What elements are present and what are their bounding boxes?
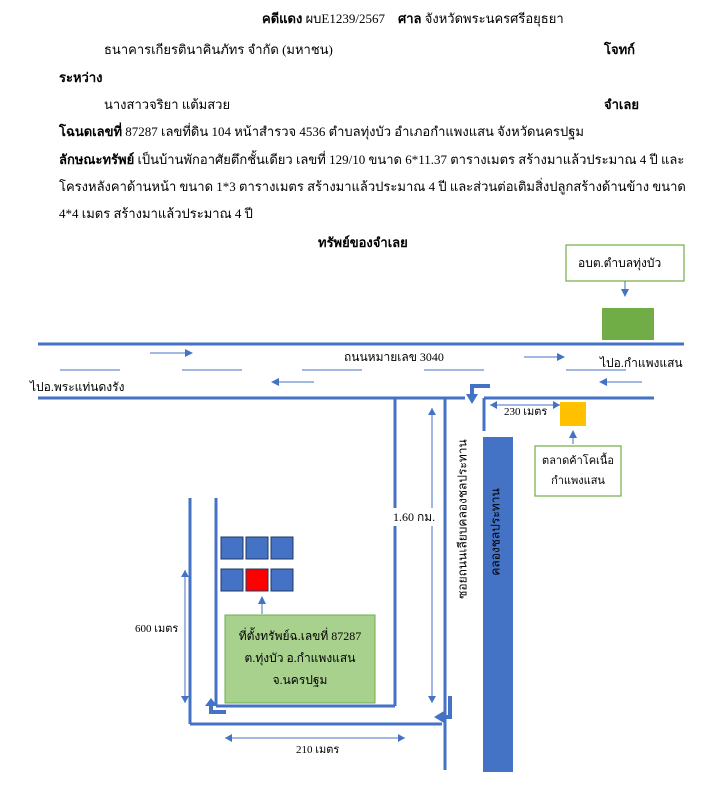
map-title: ทรัพย์ของจำเลย — [318, 235, 408, 250]
dist-1-60-label: 1.60 กม. — [393, 510, 436, 524]
market-marker — [560, 402, 586, 426]
court-label: ศาล — [397, 11, 422, 26]
deed-label: โฉนดเลขที่ — [59, 124, 123, 139]
soi-road-label: ซอยถนนเลียบคลองชลประทาน — [455, 439, 470, 599]
road-name-label: ถนนหมายเลข 3040 — [344, 350, 444, 364]
houses-grid — [221, 537, 293, 591]
dist-230-label: 230 เมตร — [504, 406, 548, 418]
property-label: ลักษณะทรัพย์ — [59, 152, 135, 167]
to-kamphaeng-saen-label: ไปอ.กำแพงแสน — [600, 356, 683, 370]
canal-label: คลองชลประทาน — [488, 488, 503, 576]
market-label-line1: ตลาดค้าโคเนื้อ — [542, 455, 614, 467]
deed-text: 87287 เลขที่ดิน 104 หน้าสำรวจ 4536 ตำบลทุ่งบัว อำเภอกำแพงแสน จังหวัดนครปฐม — [122, 124, 584, 139]
obt-building — [602, 308, 654, 340]
property-text-1: เป็นบ้านพักอาศัยตึกชั้นเดียว เลขที่ 129/10 ขนาด 6*11.37 ตารางเมตร สร้างมาแล้วประมาณ 4 ปี และ — [134, 152, 685, 167]
between-label: ระหว่าง — [59, 70, 103, 85]
court-name: จังหวัดพระนครศรีอยุธยา — [424, 11, 564, 26]
property-line-3: 4*4 เมตร สร้างมาแล้วประมาณ 4 ปี — [59, 206, 253, 221]
plaintiff-name: ธนาคารเกียรตินาคินภัทร จำกัด (มหาชน) — [104, 42, 333, 57]
dist-210-label: 210 เมตร — [296, 744, 340, 756]
market-label-line2: กำแพงแสน — [551, 475, 605, 487]
location-line2: ต.ทุ่งบัว อ.กำแพงแสน — [244, 651, 356, 665]
property-line-2: โครงหลังคาด้านหน้า ขนาด 1*3 ตารางเมตร สร้างมาแล้วประมาณ 4 ปี และส่วนต่อเติมสิ่งปลูกสร้างด้านข้าง ขนาด — [59, 179, 686, 194]
canal — [483, 437, 513, 772]
case-number: ผบE1239/2567 — [305, 11, 385, 26]
dist-600-label: 600 เมตร — [135, 623, 179, 635]
obt-label: อบต.ตำบลทุ่งบัว — [578, 256, 662, 270]
location-label — [225, 625, 375, 691]
location-line1: ที่ตั้งทรัพย์ฉ.เลขที่ 87287 — [238, 629, 362, 643]
target-property — [246, 569, 268, 591]
plaintiff-role: โจทก์ — [604, 42, 636, 57]
defendant-role: จำเลย — [604, 97, 639, 112]
case-label: คดีแดง — [262, 11, 303, 26]
defendant-name: นางสาวจริยา แต้มสวย — [104, 97, 231, 112]
location-line3: จ.นครปฐม — [272, 673, 328, 687]
market-label — [535, 453, 621, 489]
to-phra-thaen-label: ไปอ.พระแท่นดงรัง — [30, 380, 125, 394]
